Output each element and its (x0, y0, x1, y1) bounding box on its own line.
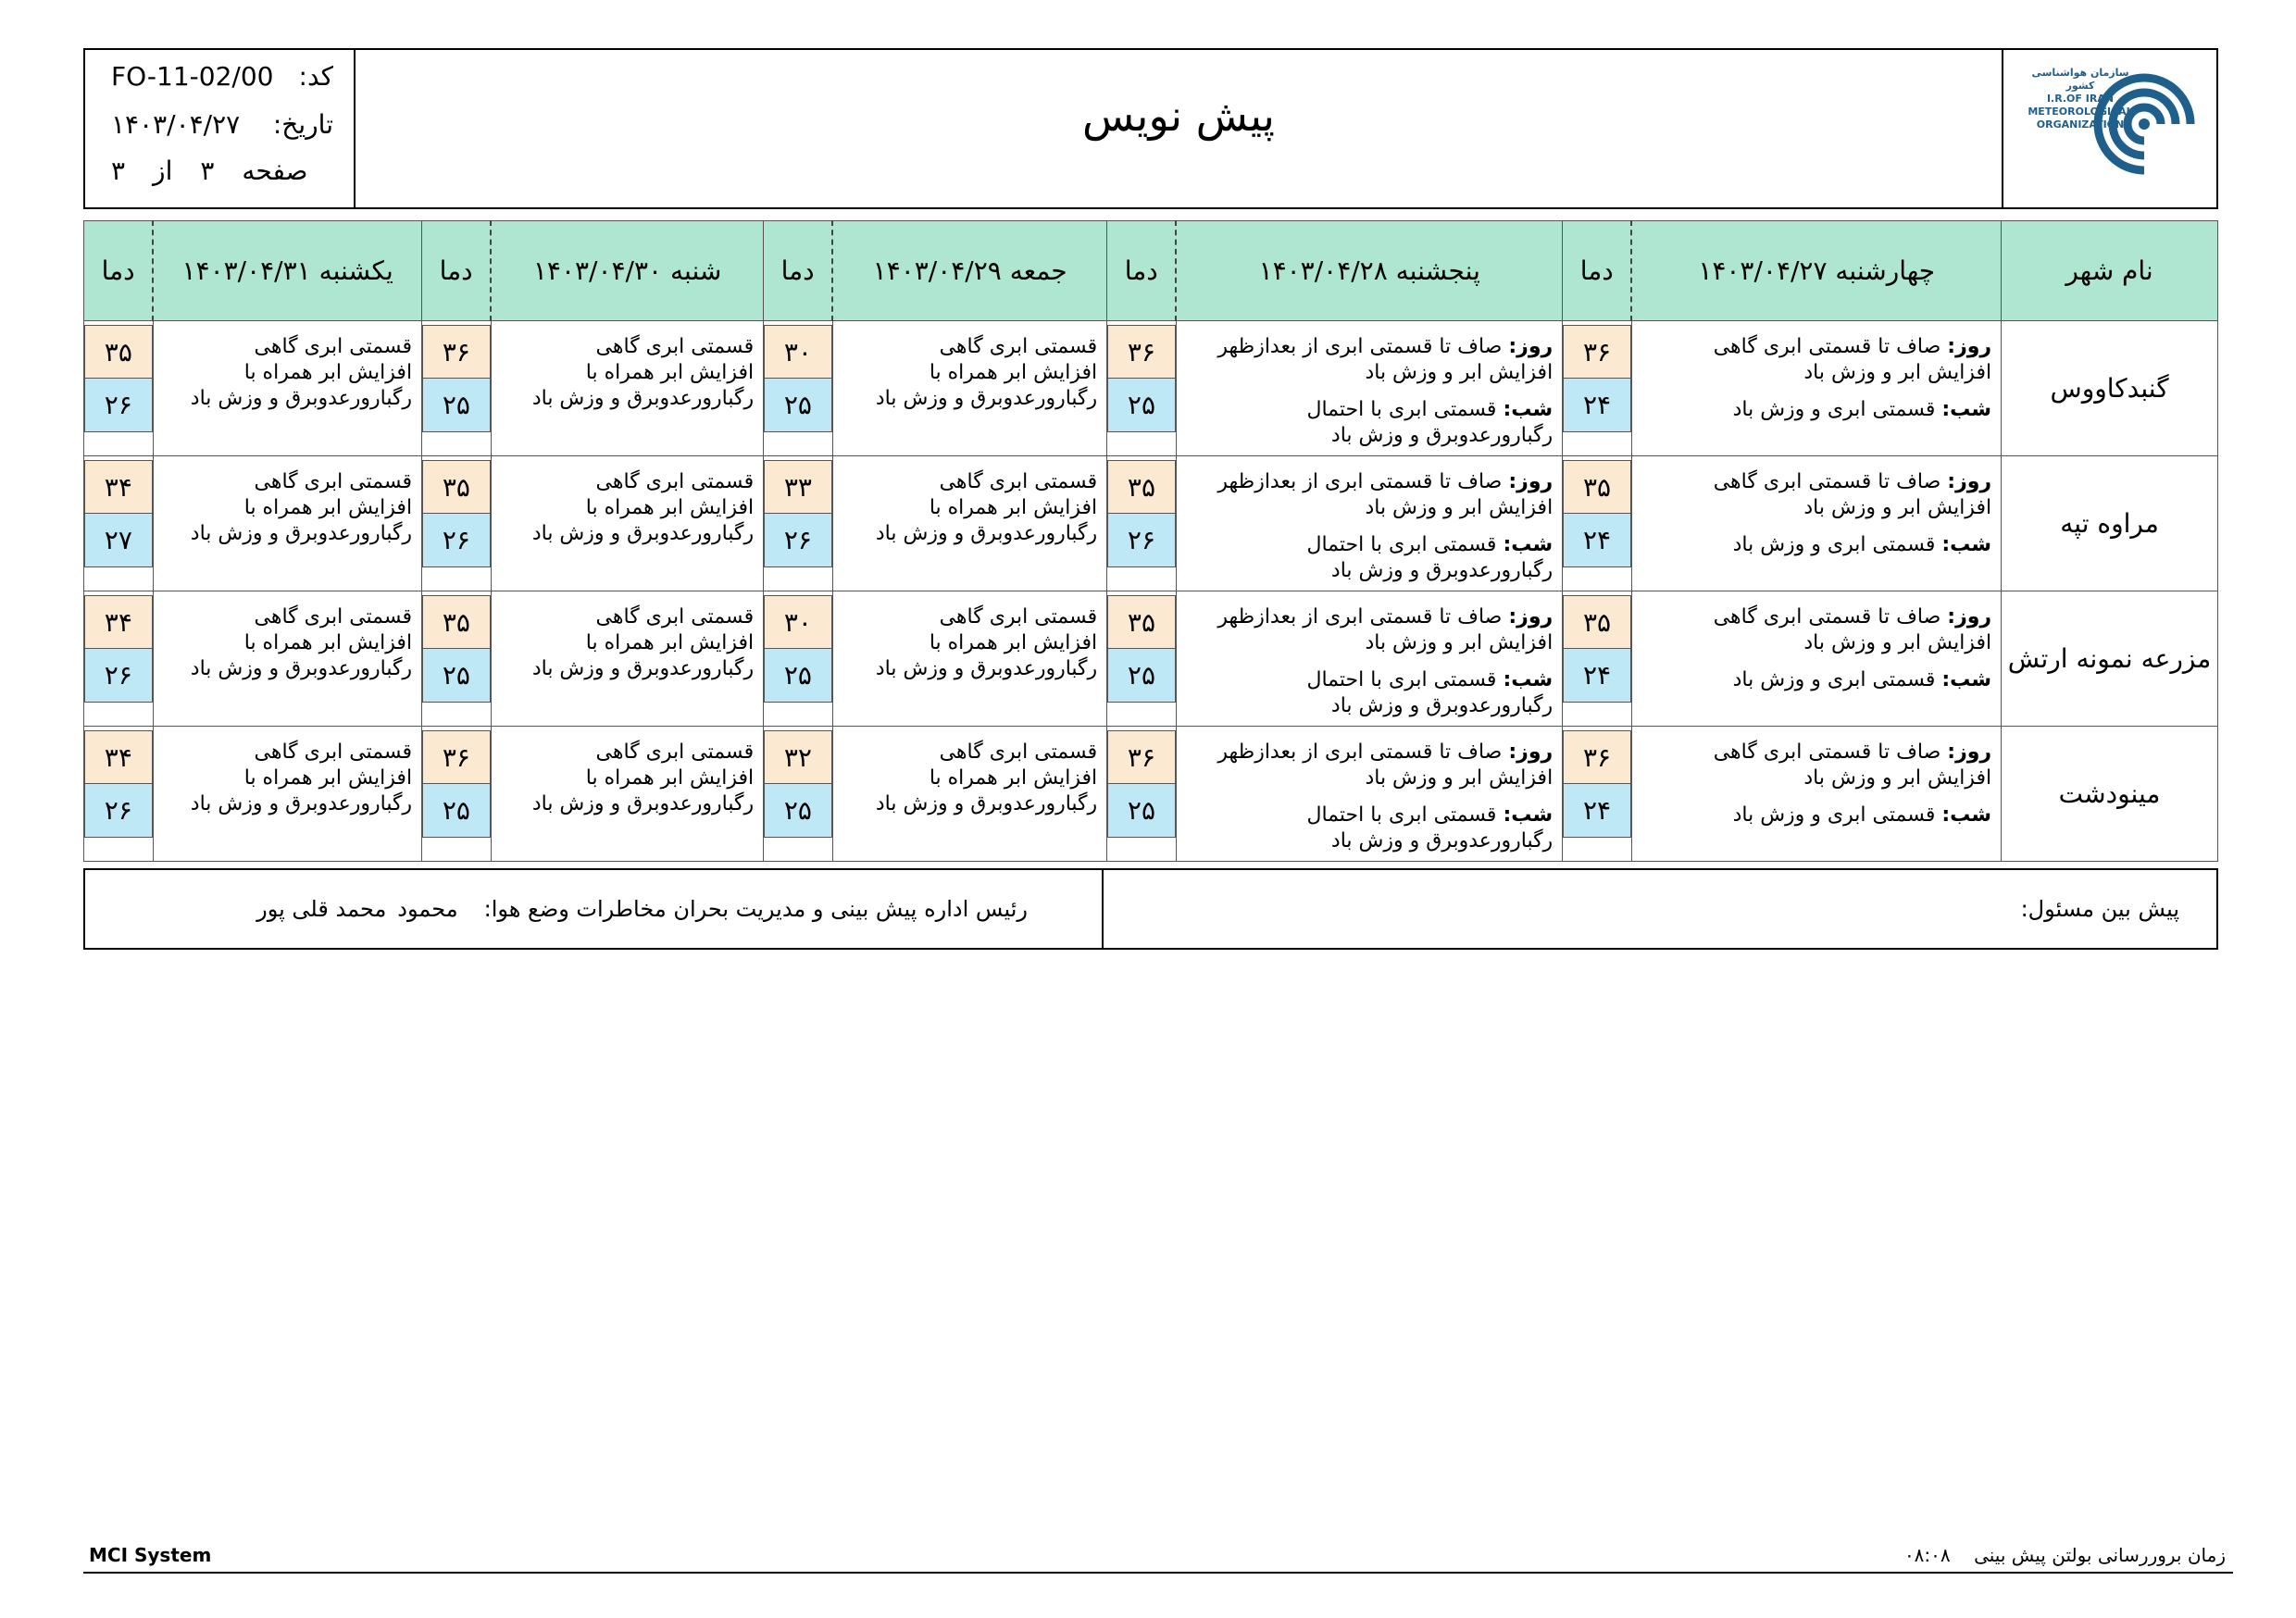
chief-first-name: محمود (397, 896, 458, 922)
temps-day-4 (422, 321, 492, 456)
forecast-line: قسمتی ابری گاهی (595, 335, 755, 358)
temps-day-4 (422, 727, 492, 862)
night-text-2: رگبارورعدوبرق و وزش باد (1330, 559, 1554, 582)
city-name: مینودشت (2002, 727, 2218, 862)
day-text: صاف تا قسمتی ابری گاهی (1713, 470, 1941, 493)
min-temp: ۲۵ (422, 784, 491, 838)
forecast-line: قسمتی ابری گاهی (939, 335, 1098, 358)
forecast-line: رگبارورعدوبرق و وزش باد (875, 387, 1098, 410)
day-label: روز: (1947, 470, 1992, 493)
forecast-line: رگبارورعدوبرق و وزش باد (531, 522, 755, 545)
temps-day-4 (422, 591, 492, 727)
forecast-day-2 (1176, 456, 1562, 591)
max-temp: ۳۴ (84, 460, 153, 514)
forecast-day-3 (832, 321, 1106, 456)
forecast-line: قسمتی ابری گاهی (595, 605, 755, 629)
date-value: ۱۴۰۳/۰۴/۲۷ (111, 109, 241, 140)
night-label: شب: (1503, 803, 1554, 827)
page-row (111, 156, 333, 186)
min-temp: ۲۵ (764, 784, 832, 838)
min-temp: ۲۵ (764, 379, 832, 432)
day-text-2: افزایش ابر و وزش باد (1365, 361, 1554, 384)
forecast-day-5 (153, 456, 421, 591)
forecast-line: رگبارورعدوبرق و وزش باد (875, 657, 1098, 680)
max-temp: ۳۶ (422, 325, 491, 379)
day-label: روز: (1508, 741, 1554, 764)
day-label: روز: (1947, 335, 1992, 358)
max-temp: ۳۵ (422, 595, 491, 649)
night-text: قسمتی ابری و وزش باد (1732, 398, 1936, 421)
forecast-day-2 (1176, 591, 1562, 727)
table-row (84, 727, 2218, 862)
temps-day-3 (764, 321, 833, 456)
code-row (111, 61, 333, 92)
min-temp: ۲۴ (1563, 379, 1631, 432)
forecast-line: افزایش ابر همراه با (243, 361, 413, 384)
night-text-2: رگبارورعدوبرق و وزش باد (1330, 829, 1554, 853)
forecast-day-2 (1176, 727, 1562, 862)
max-temp: ۳۶ (1563, 325, 1631, 379)
min-temp: ۲۶ (764, 514, 832, 567)
min-temp: ۲۵ (422, 379, 491, 432)
city-name: گنبدکاووس (2002, 321, 2218, 456)
temps-day-4 (422, 456, 492, 591)
night-label: شب: (1503, 668, 1554, 691)
system-name: MCI System (89, 1544, 212, 1566)
day-text: صاف تا قسمتی ابری از بعدازظهر (1217, 741, 1503, 764)
max-temp: ۳۴ (84, 730, 153, 784)
max-temp: ۳۴ (84, 595, 153, 649)
day-label: روز: (1947, 741, 1992, 764)
city-column-header: نام شهر (2002, 221, 2218, 321)
night-text: قسمتی ابری و وزش باد (1732, 668, 1936, 691)
logo-text-en2: METEOROLOGICAL (2028, 106, 2133, 118)
night-label: شب: (1941, 398, 1992, 421)
temps-day-5 (84, 727, 154, 862)
update-label: زمان بروررسانی بولتن پیش بینی (1974, 1544, 2226, 1566)
city-name: مراوه تپه (2002, 456, 2218, 591)
chief-label: رئیس اداره پیش بینی و مدیریت بحران مخاطرات وضع هوا: (483, 896, 1028, 922)
temps-day-5 (84, 591, 154, 727)
day-label: روز: (1508, 605, 1554, 629)
day-text-2: افزایش ابر و وزش باد (1803, 496, 1992, 519)
day-header-4: شنبه ۱۴۰۳/۰۴/۳۰ (491, 221, 763, 321)
forecast-day-3 (832, 456, 1106, 591)
logo-text-fa: سازمان هواشناسی کشور (2031, 67, 2129, 92)
forecast-line: رگبارورعدوبرق و وزش باد (875, 522, 1098, 545)
forecast-line: رگبارورعدوبرق و وزش باد (190, 792, 413, 815)
forecast-line: افزایش ابر همراه با (929, 631, 1098, 654)
forecast-line: افزایش ابر همراه با (585, 496, 755, 519)
forecast-line: قسمتی ابری گاهی (254, 605, 413, 629)
table-row (84, 456, 2218, 591)
table-row (84, 321, 2218, 456)
forecast-day-5 (153, 321, 421, 456)
night-label: شب: (1503, 398, 1554, 421)
max-temp: ۳۵ (1107, 460, 1176, 514)
night-label: شب: (1503, 533, 1554, 556)
night-text: قسمتی ابری با احتمال (1306, 533, 1497, 556)
forecast-day-1 (1631, 591, 2001, 727)
forecaster-label: پیش بین مسئول: (2020, 896, 2179, 922)
chief-cell (85, 870, 1102, 948)
forecast-day-3 (832, 591, 1106, 727)
day-text: صاف تا قسمتی ابری گاهی (1713, 605, 1941, 629)
temps-day-5 (84, 321, 154, 456)
logo-text-en1: I.R.OF IRAN (2046, 93, 2115, 105)
day-header-5: یکشنبه ۱۴۰۳/۰۴/۳۱ (153, 221, 421, 321)
day-text: صاف تا قسمتی ابری از بعدازظهر (1217, 470, 1503, 493)
night-text: قسمتی ابری با احتمال (1306, 668, 1497, 691)
night-text: قسمتی ابری و وزش باد (1732, 533, 1936, 556)
min-temp: ۲۴ (1563, 649, 1631, 703)
min-temp: ۲۵ (1107, 649, 1176, 703)
temps-day-2 (1107, 591, 1177, 727)
day-label: روز: (1508, 470, 1554, 493)
forecast-day-5 (153, 591, 421, 727)
max-temp: ۳۵ (1107, 595, 1176, 649)
max-temp: ۳۶ (1107, 325, 1176, 379)
forecast-day-3 (832, 727, 1106, 862)
forecast-line: رگبارورعدوبرق و وزش باد (531, 657, 755, 680)
min-temp: ۲۴ (1563, 784, 1631, 838)
page-footer (83, 1537, 2233, 1574)
temps-day-3 (764, 727, 833, 862)
page-label: صفحه (242, 156, 308, 186)
forecast-line: افزایش ابر همراه با (929, 496, 1098, 519)
min-temp: ۲۵ (764, 649, 832, 703)
min-temp: ۲۴ (1563, 514, 1631, 567)
forecast-day-2 (1176, 321, 1562, 456)
table-row (84, 591, 2218, 727)
spiral-logo-icon (2089, 68, 2200, 180)
organization-logo (2002, 50, 2216, 207)
document-meta (85, 50, 356, 207)
forecast-day-1 (1631, 727, 2001, 862)
max-temp: ۳۰ (764, 595, 832, 649)
logo-text-en3: ORGANIZATION (2036, 118, 2125, 131)
max-temp: ۳۰ (764, 325, 832, 379)
temp-header-3: دما (764, 221, 833, 321)
chief-last-name: محمد قلی پور (256, 896, 387, 922)
day-text: صاف تا قسمتی ابری از بعدازظهر (1217, 605, 1503, 629)
forecast-line: قسمتی ابری گاهی (939, 741, 1098, 764)
code-value: FO-11-02/00 (111, 61, 274, 92)
city-name: مزرعه نمونه ارتش (2002, 591, 2218, 727)
temps-day-1 (1563, 456, 1632, 591)
night-text-2: رگبارورعدوبرق و وزش باد (1330, 424, 1554, 447)
day-header-1: چهارشنبه ۱۴۰۳/۰۴/۲۷ (1631, 221, 2001, 321)
forecast-day-1 (1631, 456, 2001, 591)
forecast-day-4 (491, 727, 763, 862)
max-temp: ۳۶ (1107, 730, 1176, 784)
forecast-day-4 (491, 321, 763, 456)
document-header (83, 48, 2218, 209)
date-label: تاریخ: (272, 109, 333, 140)
forecast-line: افزایش ابر همراه با (585, 631, 755, 654)
forecast-line: افزایش ابر همراه با (929, 361, 1098, 384)
temp-header-4: دما (422, 221, 492, 321)
day-text-2: افزایش ابر و وزش باد (1365, 631, 1554, 654)
night-label: شب: (1941, 533, 1992, 556)
forecast-line: قسمتی ابری گاهی (254, 335, 413, 358)
forecast-line: قسمتی ابری گاهی (939, 605, 1098, 629)
forecast-line: قسمتی ابری گاهی (595, 741, 755, 764)
max-temp: ۳۵ (422, 460, 491, 514)
min-temp: ۲۶ (422, 514, 491, 567)
day-text-2: افزایش ابر و وزش باد (1803, 631, 1992, 654)
min-temp: ۲۷ (84, 514, 153, 567)
update-time: ۰۸:۰۸ (1903, 1544, 1951, 1566)
day-header-3: جمعه ۱۴۰۳/۰۴/۲۹ (832, 221, 1106, 321)
day-label: روز: (1508, 335, 1554, 358)
min-temp: ۲۵ (1107, 784, 1176, 838)
max-temp: ۳۶ (422, 730, 491, 784)
table-header-row (84, 221, 2218, 321)
max-temp: ۳۵ (84, 325, 153, 379)
max-temp: ۳۵ (1563, 460, 1631, 514)
min-temp: ۲۶ (84, 379, 153, 432)
temps-day-1 (1563, 727, 1632, 862)
min-temp: ۲۶ (84, 784, 153, 838)
temps-day-2 (1107, 727, 1177, 862)
page-current: ۳ (200, 156, 215, 186)
night-text: قسمتی ابری و وزش باد (1732, 803, 1936, 827)
date-row (111, 109, 333, 140)
forecast-line: رگبارورعدوبرق و وزش باد (190, 387, 413, 410)
forecast-line: افزایش ابر همراه با (243, 631, 413, 654)
forecast-day-4 (491, 456, 763, 591)
temp-header-5: دما (84, 221, 154, 321)
temps-day-3 (764, 456, 833, 591)
day-text-2: افزایش ابر و وزش باد (1803, 361, 1992, 384)
day-text: صاف تا قسمتی ابری گاهی (1713, 335, 1941, 358)
temps-day-2 (1107, 456, 1177, 591)
max-temp: ۳۵ (1563, 595, 1631, 649)
min-temp: ۲۵ (1107, 379, 1176, 432)
day-text-2: افزایش ابر و وزش باد (1365, 766, 1554, 790)
forecast-line: رگبارورعدوبرق و وزش باد (190, 657, 413, 680)
code-label: کد: (298, 61, 333, 92)
night-label: شب: (1941, 803, 1992, 827)
forecast-line: افزایش ابر همراه با (929, 766, 1098, 790)
forecast-line: رگبارورعدوبرق و وزش باد (531, 387, 755, 410)
forecast-line: رگبارورعدوبرق و وزش باد (190, 522, 413, 545)
forecast-line: رگبارورعدوبرق و وزش باد (531, 792, 755, 815)
temps-day-1 (1563, 321, 1632, 456)
day-text-2: افزایش ابر و وزش باد (1365, 496, 1554, 519)
forecast-day-5 (153, 727, 421, 862)
night-text: قسمتی ابری با احتمال (1306, 398, 1497, 421)
forecast-day-4 (491, 591, 763, 727)
day-label: روز: (1947, 605, 1992, 629)
temp-header-2: دما (1107, 221, 1177, 321)
forecast-line: افزایش ابر همراه با (243, 496, 413, 519)
forecast-line: رگبارورعدوبرق و وزش باد (875, 792, 1098, 815)
signature-box (83, 868, 2218, 950)
page-total: ۳ (111, 156, 126, 186)
forecast-line: قسمتی ابری گاهی (254, 470, 413, 493)
forecast-line: قسمتی ابری گاهی (595, 470, 755, 493)
forecaster-cell (1102, 870, 2216, 948)
page-title: پیش نویس (1082, 91, 1275, 141)
forecast-line: افزایش ابر همراه با (585, 361, 755, 384)
page-of: از (153, 156, 173, 186)
day-text-2: افزایش ابر و وزش باد (1803, 766, 1992, 790)
temp-header-1: دما (1563, 221, 1632, 321)
max-temp: ۳۶ (1563, 730, 1631, 784)
temps-day-5 (84, 456, 154, 591)
temps-day-3 (764, 591, 833, 727)
day-text: صاف تا قسمتی ابری گاهی (1713, 741, 1941, 764)
night-text-2: رگبارورعدوبرق و وزش باد (1330, 694, 1554, 717)
forecast-line: قسمتی ابری گاهی (254, 741, 413, 764)
max-temp: ۳۲ (764, 730, 832, 784)
day-header-2: پنجشنبه ۱۴۰۳/۰۴/۲۸ (1176, 221, 1562, 321)
forecast-line: افزایش ابر همراه با (243, 766, 413, 790)
forecast-line: قسمتی ابری گاهی (939, 470, 1098, 493)
update-info (1904, 1544, 2226, 1566)
forecast-table (83, 220, 2218, 862)
max-temp: ۳۳ (764, 460, 832, 514)
min-temp: ۲۶ (84, 649, 153, 703)
forecast-line: افزایش ابر همراه با (585, 766, 755, 790)
night-text: قسمتی ابری با احتمال (1306, 803, 1497, 827)
temps-day-1 (1563, 591, 1632, 727)
temps-day-2 (1107, 321, 1177, 456)
day-text: صاف تا قسمتی ابری از بعدازظهر (1217, 335, 1503, 358)
min-temp: ۲۶ (1107, 514, 1176, 567)
forecast-day-1 (1631, 321, 2001, 456)
night-label: شب: (1941, 668, 1992, 691)
min-temp: ۲۵ (422, 649, 491, 703)
